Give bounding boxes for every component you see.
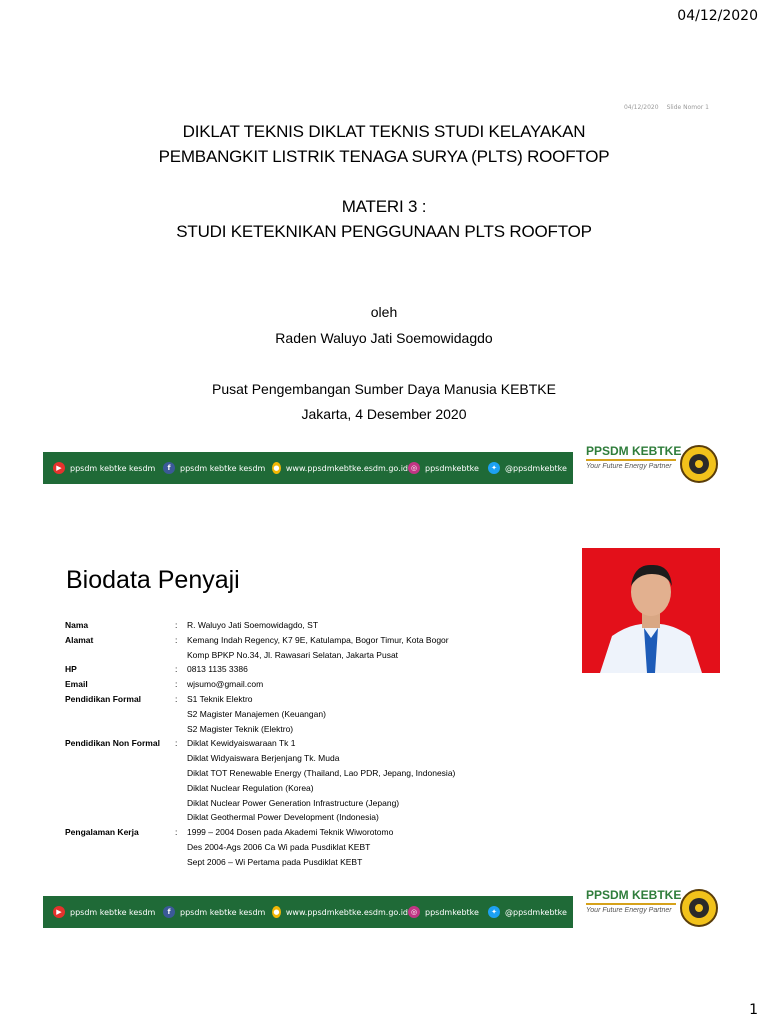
presenter-portrait-icon — [582, 548, 720, 673]
slide-1 — [43, 98, 725, 490]
biodata-values — [187, 662, 455, 677]
web-icon: ● — [273, 908, 280, 916]
social-banner — [43, 452, 573, 484]
brand-tagline: Your Future Energy Partner — [586, 907, 672, 914]
biodata-values — [187, 825, 455, 869]
biodata-key: Pengalaman Kerja — [65, 827, 139, 838]
twitter-icon: ✦ — [488, 462, 500, 474]
slide-title-line-2: PEMBANGKIT LISTRIK TENAGA SURYA (PLTS) ROOFTOP — [158, 147, 610, 166]
instagram-icon: ◎ — [408, 906, 420, 918]
slide-title-line-3: MATERI 3 : — [341, 197, 427, 216]
biodata-value: Komp BPKP No.34, Jl. Rawasari Selatan, Jakarta Pusat — [187, 649, 399, 660]
biodata-values — [187, 633, 455, 663]
biodata-value: Diklat Kewidyaiswaraan Tk 1 — [187, 738, 296, 749]
esdm-logo-icon — [679, 444, 719, 484]
biodata-key: Alamat — [65, 634, 94, 645]
slide-title-line-4: STUDI KETEKNIKAN PENGGUNAAN PLTS ROOFTOP — [176, 222, 592, 241]
banner-item-facebook: f ppsdm kebtke kesdm — [163, 906, 272, 918]
biodata-value: Des 2004-Ags 2006 Ca Wi pada Pusdiklat KEBT — [187, 841, 371, 852]
brand-underline — [586, 903, 676, 905]
slide-2 — [43, 546, 725, 936]
biodata-title: Biodata Penyaji — [66, 566, 240, 594]
presenter-photo — [582, 548, 720, 673]
place-date: Jakarta, 4 Desember 2020 — [301, 406, 467, 422]
biodata-row — [65, 662, 455, 677]
biodata-value: R. Waluyo Jati Soemowidagdo, ST — [187, 620, 319, 630]
biodata-value: Sept 2006 – Wi Pertama pada Pusdiklat KEBT — [187, 856, 363, 867]
slide-meta — [624, 104, 709, 111]
banner-item-website: ● www.ppsdmkebtke.esdm.go.id — [273, 907, 408, 917]
biodata-key: Pendidikan Formal — [65, 693, 142, 704]
youtube-icon: ▶ — [53, 906, 65, 918]
biodata-row — [65, 825, 455, 869]
banner-item-website: ● www.ppsdmkebtke.esdm.go.id — [273, 463, 408, 473]
brand-name: PPSDM KEBTKE — [586, 444, 682, 458]
biodata-row — [65, 618, 455, 633]
banner-item-instagram: ◎ ppsdmkebtke — [408, 462, 488, 474]
facebook-icon: f — [163, 462, 175, 474]
biodata-row — [65, 736, 455, 825]
biodata-value: S2 Magister Teknik (Elektro) — [187, 723, 294, 734]
biodata-colon: : — [175, 634, 178, 645]
biodata-value: S2 Magister Manajemen (Keuangan) — [187, 708, 326, 719]
institution: Pusat Pengembangan Sumber Daya Manusia KEBTKE — [212, 381, 556, 397]
biodata-values — [187, 618, 455, 633]
brand-name: PPSDM KEBTKE — [586, 888, 682, 902]
slide-title-line-1: DIKLAT TEKNIS DIKLAT TEKNIS STUDI KELAYAKAN — [182, 122, 586, 141]
banner-item-youtube: ▶ ppsdm kebtke kesdm — [53, 462, 163, 474]
page-date: 04/12/2020 — [677, 8, 758, 24]
biodata-row — [65, 677, 455, 692]
brand-underline — [586, 459, 676, 461]
biodata-row — [65, 633, 455, 663]
biodata-value: Diklat Nuclear Power Generation Infrastructure (Jepang) — [187, 797, 400, 808]
web-icon: ● — [273, 464, 280, 472]
youtube-icon: ▶ — [53, 462, 65, 474]
biodata-value: Diklat Nuclear Regulation (Korea) — [187, 782, 314, 793]
biodata-colon: : — [175, 827, 178, 838]
esdm-logo-icon — [679, 888, 719, 928]
banner-item-twitter: ✦ @ppsdmkebtke — [488, 906, 567, 918]
biodata-colon: : — [175, 738, 178, 749]
page-number: 1 — [749, 1002, 758, 1018]
biodata-value: Kemang Indah Regency, K7 9E, Katulampa, Bogor Timur, Kota Bogor — [187, 634, 449, 645]
presenter-name: Raden Waluyo Jati Soemowidagdo — [275, 330, 493, 346]
biodata-value: 0813 1135 3386 — [187, 664, 248, 675]
slide-meta-number: Slide Nomor 1 — [666, 104, 709, 111]
brand-tagline: Your Future Energy Partner — [586, 463, 672, 470]
biodata-key: Email — [65, 679, 88, 690]
banner-item-instagram: ◎ ppsdmkebtke — [408, 906, 488, 918]
by-label: oleh — [370, 304, 398, 320]
biodata-colon: : — [175, 664, 178, 675]
instagram-icon: ◎ — [408, 462, 420, 474]
facebook-icon: f — [163, 906, 175, 918]
biodata-key: Nama — [65, 620, 89, 630]
biodata-colon: : — [175, 679, 178, 690]
biodata-value: wjsumo@gmail.com — [187, 679, 264, 690]
twitter-icon: ✦ — [488, 906, 500, 918]
biodata-colon: : — [175, 693, 178, 704]
social-banner-2 — [43, 896, 573, 928]
biodata-colon: : — [175, 620, 178, 630]
biodata-key: Pendidikan Non Formal — [65, 738, 160, 749]
banner-item-youtube: ▶ ppsdm kebtke kesdm — [53, 906, 163, 918]
banner-item-facebook: f ppsdm kebtke kesdm — [163, 462, 272, 474]
biodata-key: HP — [65, 664, 77, 675]
biodata-values — [187, 736, 455, 825]
biodata-value: 1999 – 2004 Dosen pada Akademi Teknik Wiworotomo — [187, 827, 394, 838]
biodata-value: Diklat Widyaiswara Berjenjang Tk. Muda — [187, 753, 340, 764]
biodata-value: Diklat TOT Renewable Energy (Thailand, Lao PDR, Jepang, Indonesia) — [187, 767, 456, 778]
banner-item-twitter: ✦ @ppsdmkebtke — [488, 462, 567, 474]
biodata-values — [187, 677, 455, 692]
biodata-row — [65, 692, 455, 736]
biodata-table — [65, 618, 455, 870]
biodata-value: Diklat Geothermal Power Development (Indonesia) — [187, 812, 379, 823]
slide-meta-date: 04/12/2020 — [623, 104, 659, 111]
biodata-value: S1 Teknik Elektro — [187, 693, 253, 704]
biodata-values — [187, 692, 455, 736]
